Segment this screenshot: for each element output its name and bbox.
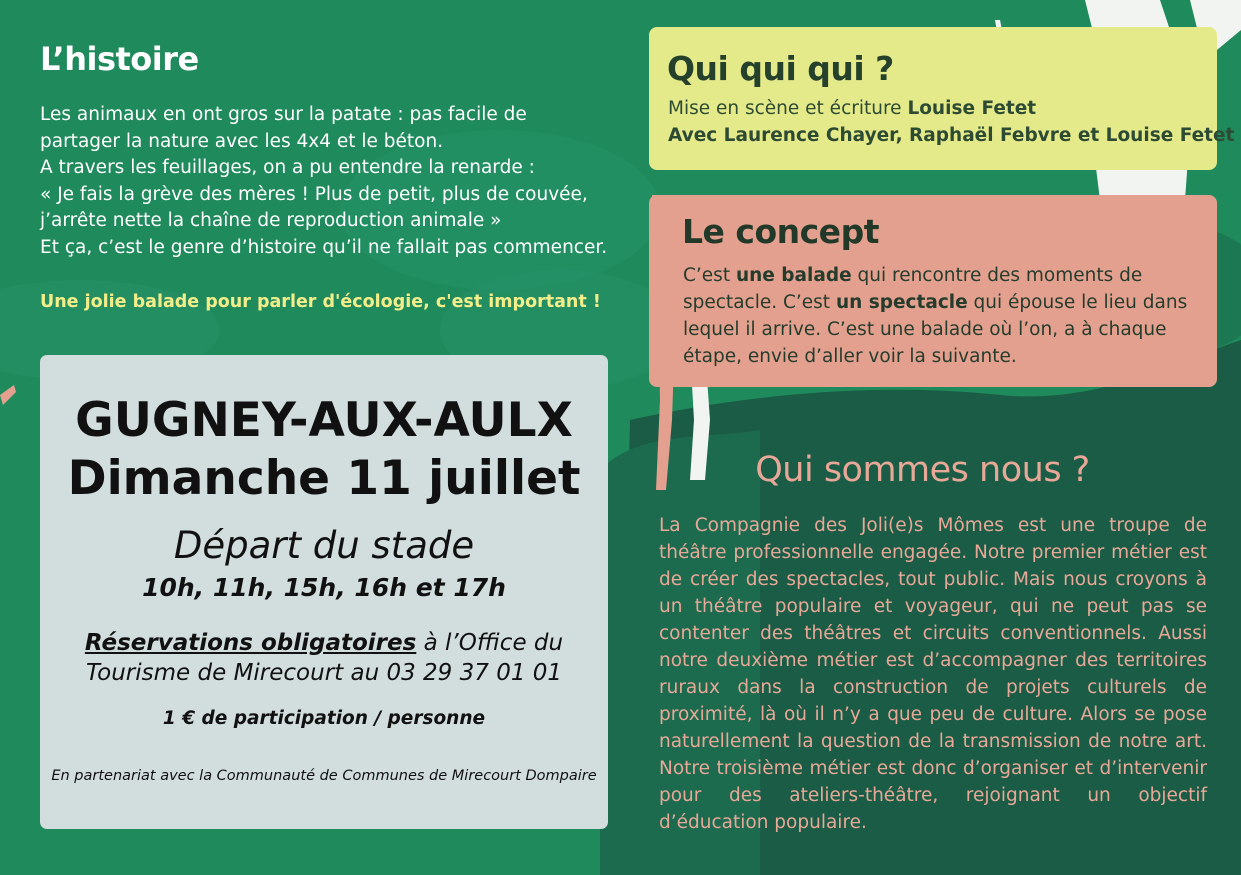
event-date: Dimanche 11 juillet: [67, 451, 581, 506]
concept-text: qui épouse le lieu dans lequel il arrive. C’est une balade où l’on, a à chaque étape, envie d’aller voir la suivante.: [683, 292, 1188, 367]
concept-highlight: un spectacle: [835, 292, 968, 313]
credits-card: [649, 27, 1235, 170]
concept-body: [683, 262, 1193, 370]
concept-text: qui rencontre des moments de spectacle. C’est: [683, 265, 1143, 313]
concept-highlight: une balade: [735, 265, 852, 286]
concept-title: Le concept: [682, 212, 879, 251]
concept-card: [649, 195, 1217, 387]
event-card: [40, 355, 608, 829]
histoire-line: partager la nature avec les 4x4 et le béton.: [40, 130, 444, 152]
credits-direction-label: Mise en scène et écriture: [668, 98, 908, 119]
about-body: La Compagnie des Joli(e)s Mômes est une troupe de théâtre professionnelle engagée. Notre premier métier est de créer des spectacles, tout public. Mais nous croyons à un théâtre populaire et voyageur, qui ne peut pas se contenter des théâtres et circuits conventionnels. Aussi notre deuxième métier est d’accompagner des territoires ruraux dans la construction de projets culturels de proximité, là où il n’y a que peu de culture. Alors se pose naturellement la question de la transmission de notre art. Notre troisième métier est donc d’organiser et d’intervenir pour des ateliers-théâtre, rejoignant un objectif d’éducation populaire.: [659, 515, 1207, 833]
histoire-line: Les animaux en ont gros sur la patate : pas facile de: [40, 104, 527, 125]
reservation-details: à l’Office du Tourisme de Mirecourt au 03 29 37 01 01: [85, 630, 564, 686]
histoire-line: Et ça, c’est le genre d’histoire qu’il ne fallait pas commencer.: [40, 236, 608, 258]
concept-text: C’est: [683, 265, 736, 286]
event-price: 1 € de participation / personne: [162, 708, 486, 729]
event-departure: Départ du stade: [173, 524, 475, 567]
about-title: Qui sommes nous ?: [755, 450, 1090, 490]
histoire-tagline: Une jolie balade pour parler d'écologie, c'est important !: [40, 292, 601, 312]
reservation-required: Réservations obligatoires: [84, 630, 417, 656]
histoire-title: L’histoire: [40, 40, 199, 78]
credits-cast: Avec Laurence Chayer, Raphaël Febvre et Louise Fetet: [668, 125, 1235, 146]
credits-director-name: Louise Fetet: [907, 98, 1037, 119]
histoire-line: j’arrête nette la chaîne de reproduction animale »: [40, 210, 502, 231]
credits-title: Qui qui qui ?: [667, 49, 894, 88]
histoire-line: « Je fais la grève des mères ! Plus de petit, plus de couvée,: [40, 183, 588, 205]
event-town: GUGNEY-AUX-AULX: [75, 393, 573, 448]
histoire-line: A travers les feuillages, on a pu entendre la renarde :: [40, 157, 535, 178]
event-partner: En partenariat avec la Communauté de Communes de Mirecourt Dompaire: [51, 768, 597, 784]
histoire-body: [40, 102, 608, 261]
credits-direction: [668, 98, 1036, 119]
event-times: 10h, 11h, 15h, 16h et 17h: [142, 573, 506, 602]
event-reservation: [50, 628, 598, 688]
